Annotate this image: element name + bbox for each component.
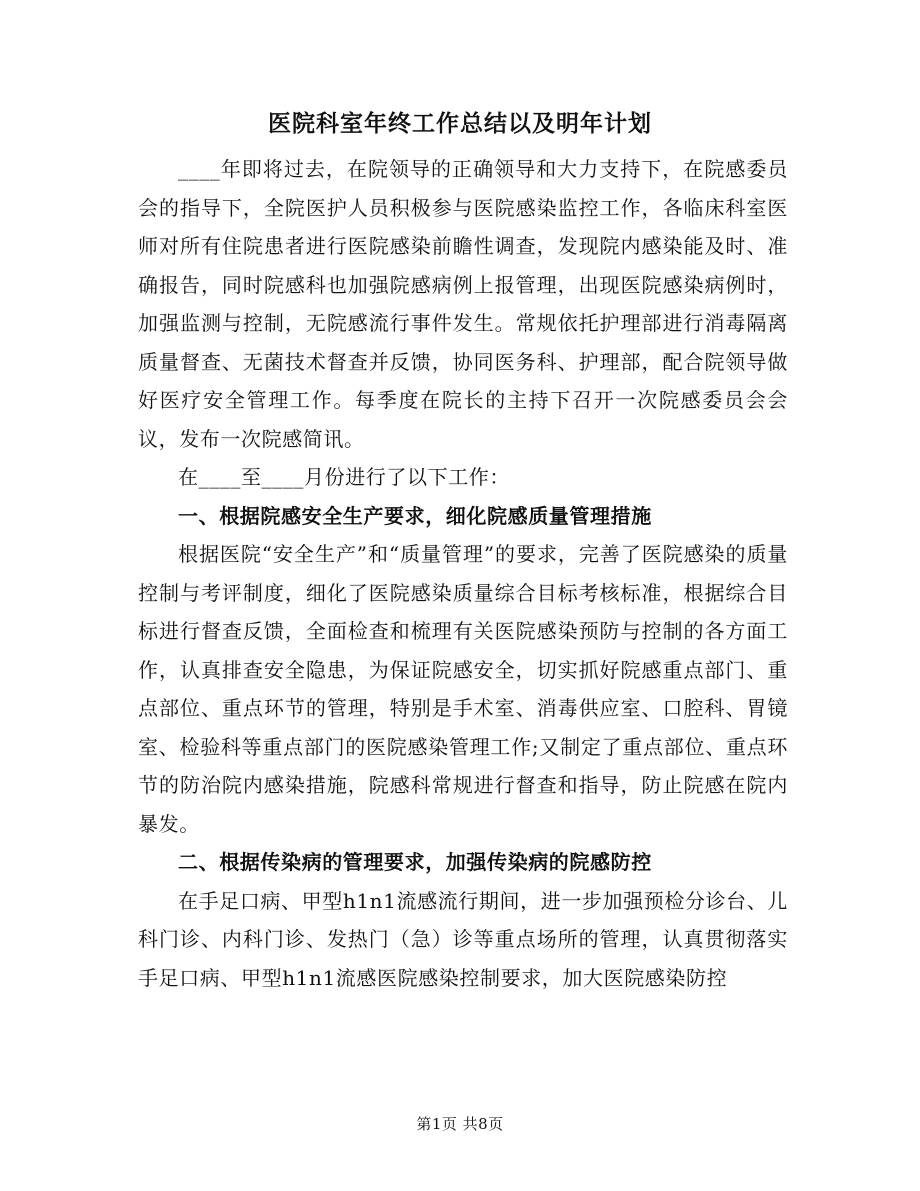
period-paragraph: 在____至____月份进行了以下工作：: [178, 465, 510, 489]
page-number: 第1页 共8页: [416, 1115, 504, 1133]
section-2-paragraph: 在手足口病、甲型h1n1流感流行期间，进一步加强预检分诊台、儿科门诊、内科门诊、发热门（急）诊等重点场所的管理，认真贯彻落实手足口病、甲型h1n1流感医院感染控制要求，加大医院感染防控: [138, 888, 788, 990]
section-1-heading: 一、根据院感安全生产要求，细化院感质量管理措施: [178, 503, 652, 528]
intro-paragraph: ____年即将过去，在院领导的正确领导和大力支持下，在院感委员会的指导下，全院医护人员积极参与医院感染监控工作，各临床科室医师对所有住院患者进行医院感染前瞻性调查，发现院内感染能及时、准确报告，同时院感科也加强院感病例上报管理，出现医院感染病例时，加强监测与控制，无院感流行事件发生。常规依托护理部进行消毒隔离质量督查、无菌技术督查并反馈，协同医务科、护理部，配合院领导做好医疗安全管理工作。每季度在院长的主持下召开一次院感委员会会议，发布一次院感简讯。: [138, 157, 788, 451]
document-body: [138, 150, 788, 997]
section-2-heading: 二、根据传染病的管理要求，加强传染病的院感防控: [178, 850, 652, 874]
section-1-paragraph: 根据医院“安全生产”和“质量管理”的要求，完善了医院感染的质量控制与考评制度，细化了医院感染质量综合目标考核标准，根据综合目标进行督查反馈，全面检查和梳理有关医院感染预防与控制的各方面工作，认真排查安全隐患，为保证院感安全，切实抓好院感重点部门、重点部位、重点环节的管理，特别是手术室、消毒供应室、口腔科、胃镜室、检验科等重点部门的医院感染管理工作;又制定了重点部位、重点环节的防治院内感染措施，院感科常规进行督查和指导，防止院感在院内暴发。: [138, 542, 788, 836]
document-title: 医院科室年终工作总结以及明年计划: [268, 110, 652, 137]
